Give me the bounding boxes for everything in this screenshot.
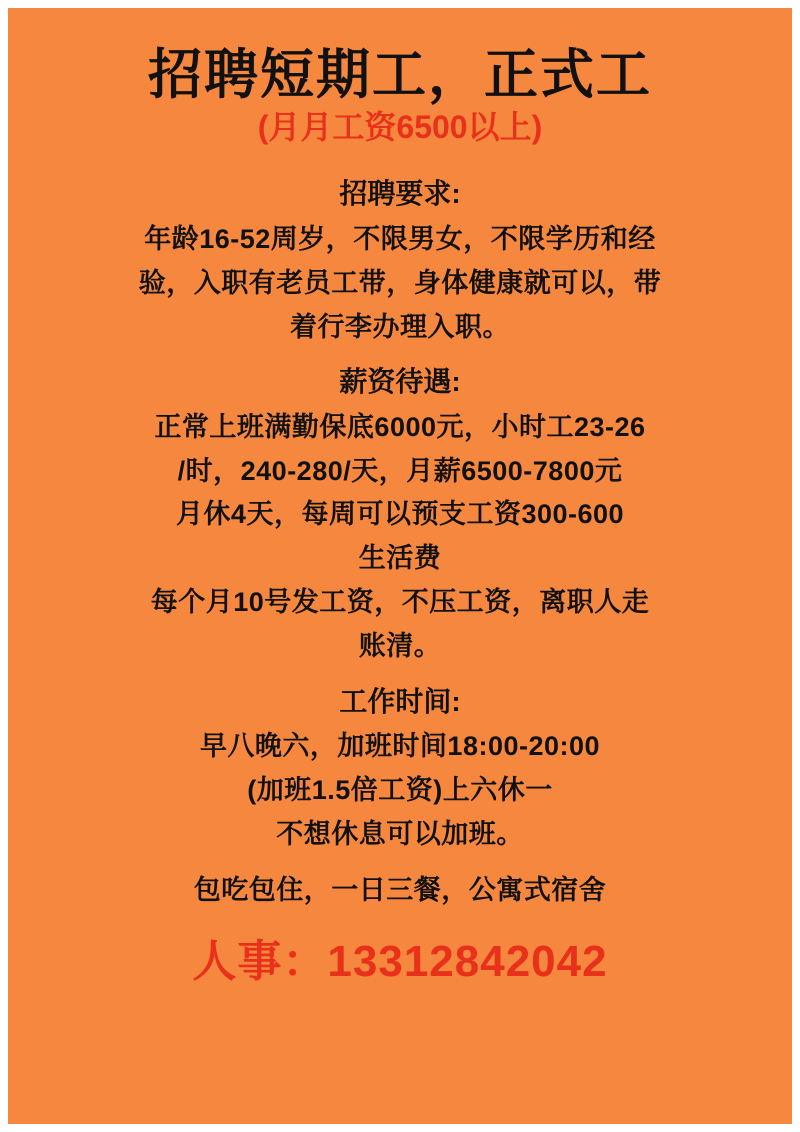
contact-phone: 人事：13312842042 (192, 936, 608, 986)
section-line: /时，240-280/天，月薪6500-7800元 (177, 455, 623, 486)
section-line: (加班1.5倍工资)上六休一 (247, 775, 553, 806)
section-line: 月休4天，每周可以预支工资300-600 (175, 499, 625, 530)
section-line-benefits: 包吃包住，一日三餐，公寓式宿舍 (193, 874, 607, 905)
section-line: 每个月10号发工资，不压工资，离职人走 (150, 587, 650, 618)
section-line: 着行李办理入职。 (290, 311, 510, 342)
section-line: 账清。 (358, 631, 442, 662)
poster-title: 招聘短期工，正式工 (148, 45, 652, 105)
section-line: 生活费 (358, 543, 442, 574)
section-heading-worktime: 工作时间: (339, 685, 461, 717)
section-line: 不想休息可以加班。 (276, 818, 524, 849)
section-heading-salary: 薪资待遇: (339, 366, 461, 398)
poster-subtitle: (月月工资6500以上) (257, 109, 543, 146)
section-heading-requirements: 招聘要求: (339, 178, 461, 210)
section-line: 正常上班满勤保底6000元，小时工23-26 (154, 411, 646, 442)
recruitment-poster (8, 8, 792, 1124)
section-line: 早八晚六，加班时间18:00-20:00 (199, 731, 601, 762)
section-line: 年龄16-52周岁，不限男女，不限学历和经 (144, 223, 656, 254)
section-line: 验，入职有老员工带，身体健康就可以，带 (138, 267, 662, 298)
